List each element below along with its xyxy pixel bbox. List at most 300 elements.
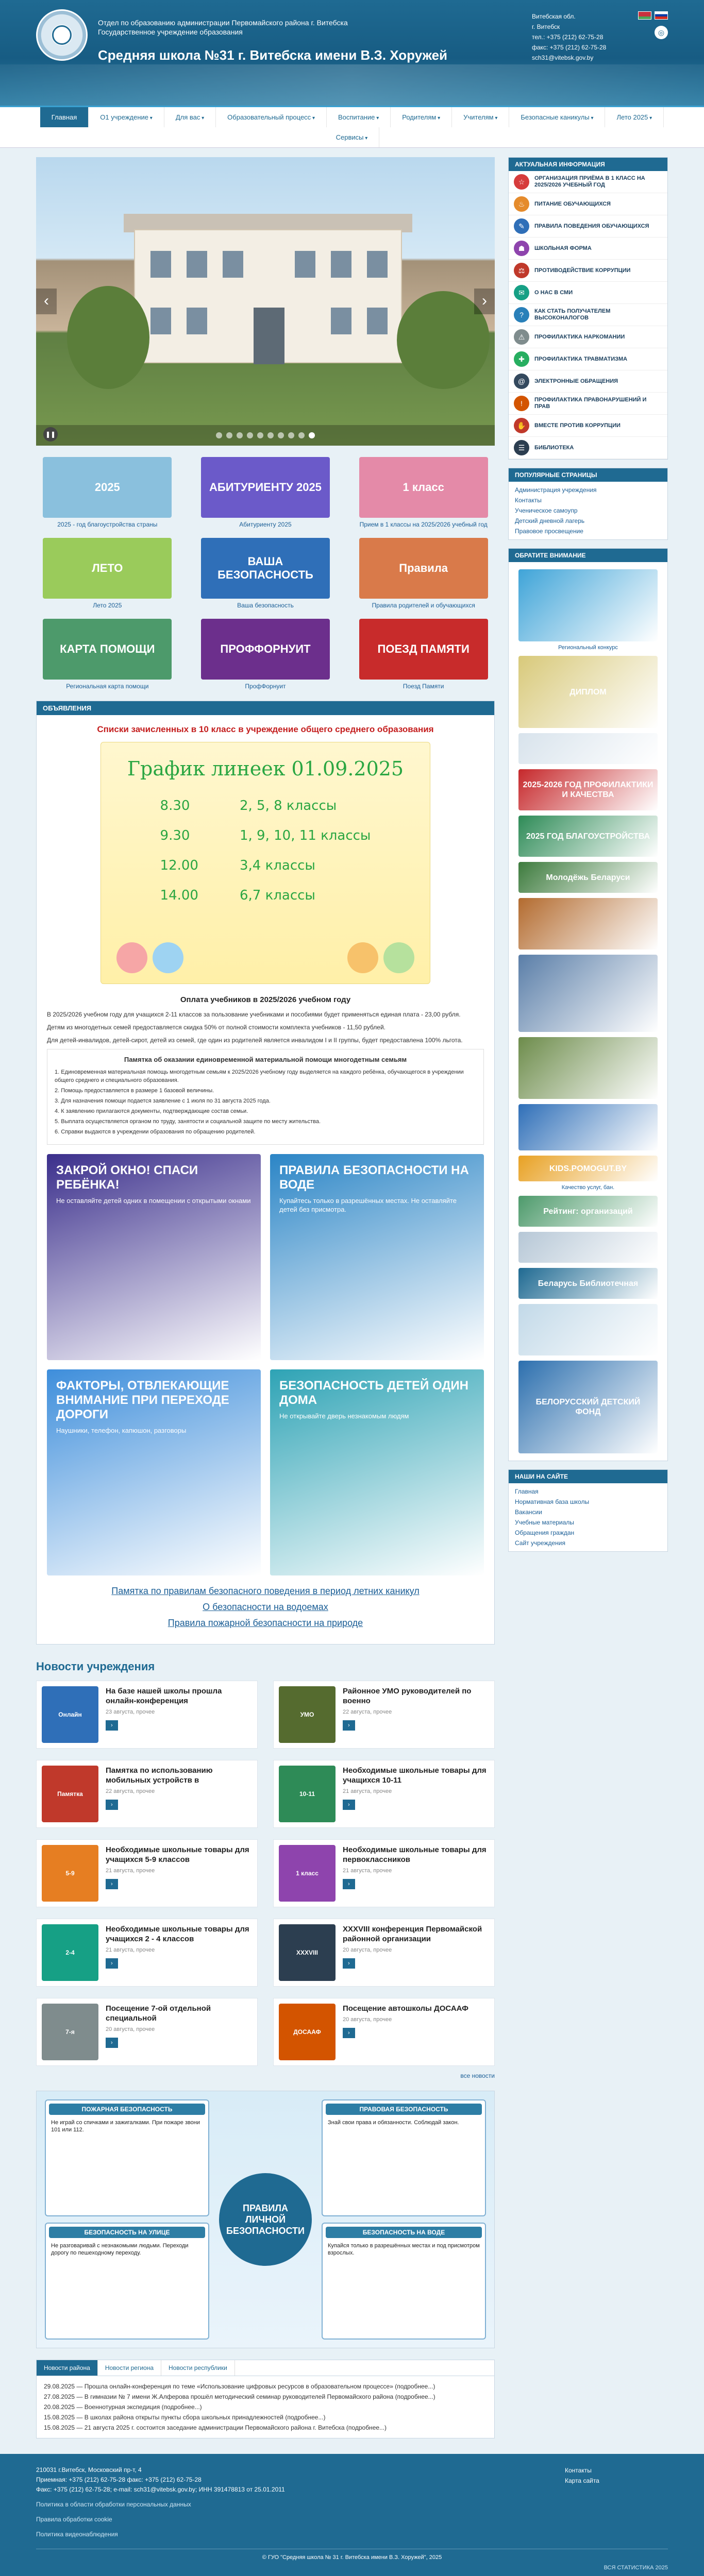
dept-line: Государственное учреждение образования bbox=[98, 28, 243, 36]
fee-paragraph: Для детей-инвалидов, детей-сирот, детей из семей, где один из родителей является инвалидом I и II группы, будет предоставлена 100% льгота. bbox=[47, 1037, 463, 1044]
banner-card[interactable] bbox=[194, 619, 337, 690]
fee-paragraph: Детям из многодетных семей предоставляется скидка 50% от полной стоимости комплекта учебников - 11,50 рублей. bbox=[47, 1024, 385, 1031]
lineup-time: 8.30 bbox=[160, 798, 190, 814]
sidebar-banner[interactable] bbox=[518, 1037, 658, 1099]
safety-box bbox=[45, 2223, 209, 2340]
nav-item[interactable]: Лето 2025 ▾ bbox=[605, 107, 664, 127]
dept-line: Отдел по образованию администрации Первомайского района г. Витебска bbox=[98, 19, 348, 27]
quick-link-icon: ✚ bbox=[514, 351, 529, 367]
quick-link-icon: ☆ bbox=[514, 174, 529, 190]
slider-prev-arrow[interactable]: ‹ bbox=[36, 289, 57, 314]
banner-image-text: ПОЕЗД ПАМЯТИ bbox=[377, 642, 470, 655]
popular-page-link[interactable]: Контакты bbox=[515, 497, 542, 504]
nav-item[interactable]: Учителям ▾ bbox=[452, 107, 509, 127]
news-body bbox=[106, 1686, 252, 1743]
sidebar-banner[interactable] bbox=[518, 1304, 658, 1355]
news-body bbox=[106, 1845, 252, 1902]
banner-label[interactable]: Лето 2025 bbox=[93, 602, 122, 609]
sidebar-banner-caption[interactable]: Качество услуг, бан. bbox=[561, 1184, 615, 1191]
site-links-block bbox=[508, 1469, 668, 1552]
memo-item: 2. Помощь предоставляется в размере 1 базовой величины. bbox=[55, 1088, 214, 1094]
quick-link-label: ПИТАНИЕ ОБУЧАЮЩИХСЯ bbox=[534, 200, 611, 207]
attention-block bbox=[508, 548, 668, 1461]
nav-item[interactable]: Безопасные каникулы ▾ bbox=[509, 107, 605, 127]
safety-box-text: Купайся только в разрешённых местах и под присмотром взрослых. bbox=[328, 2243, 480, 2256]
quick-link[interactable] bbox=[509, 238, 667, 260]
lineup-time: 9.30 bbox=[160, 828, 190, 843]
news-title[interactable]: Необходимые школьные товары для учащихся 5-9 классов bbox=[106, 1845, 249, 1864]
memo-item: 4. К заявлению прилагаются документы, подтверждающие состав семьи. bbox=[55, 1108, 248, 1114]
banner-card[interactable] bbox=[352, 619, 495, 690]
slider-dot[interactable] bbox=[278, 432, 284, 438]
news-thumbnail[interactable]: 1 класс bbox=[279, 1845, 336, 1902]
safety-box bbox=[322, 2099, 486, 2216]
banner-label[interactable]: 2025 - год благоустройства страны bbox=[57, 521, 158, 528]
statistics-counter[interactable]: ВСЯ СТАТИСТИКА 2025 bbox=[604, 2565, 668, 2571]
news-date: 20 августа, прочее bbox=[343, 1947, 392, 1953]
news-list-item[interactable]: 15.08.2025 — 21 августа 2025 г. состоится заседание администрации Первомайского района г. Витебска (подробнее...) bbox=[44, 2424, 387, 2431]
safety-poster[interactable] bbox=[270, 1369, 484, 1575]
news-thumbnail[interactable]: 2-4 bbox=[42, 1924, 98, 1981]
nav-item[interactable]: О1 учреждение ▾ bbox=[89, 107, 164, 127]
pause-icon[interactable]: ❚❚ bbox=[43, 427, 58, 442]
poster-text: Не оставляйте детей одних в помещении с открытыми окнами bbox=[56, 1197, 251, 1205]
fee-title: Оплата учебников в 2025/2026 учебном году bbox=[180, 995, 351, 1004]
slider-dot[interactable] bbox=[237, 432, 243, 438]
quick-link[interactable] bbox=[509, 304, 667, 326]
read-more-button[interactable]: › bbox=[106, 1879, 118, 1889]
poster-text: Не открывайте дверь незнакомым людям bbox=[279, 1412, 409, 1420]
banner-image[interactable] bbox=[43, 619, 172, 680]
fee-paragraph: В 2025/2026 учебном году для учащихся 2-11 классов за пользование учебниками и пособиями будет применяться единая плата - 23,00 рубля. bbox=[47, 1011, 461, 1018]
news-date: 21 августа, прочее bbox=[343, 1788, 392, 1794]
sidebar-banner[interactable]: KIDS.POMOGUT.BY bbox=[518, 1156, 658, 1181]
safety-box-title: БЕЗОПАСНОСТЬ НА ВОДЕ bbox=[326, 2227, 482, 2238]
quick-link[interactable] bbox=[509, 171, 667, 193]
safety-memo-link[interactable]: Правила пожарной безопасности на природе bbox=[167, 1618, 363, 1628]
slider-dot[interactable] bbox=[309, 432, 315, 438]
news-tab[interactable]: Новости республики bbox=[161, 2360, 235, 2376]
sitemap-link[interactable]: Карта сайта bbox=[565, 2477, 599, 2484]
flag-ru-icon[interactable] bbox=[655, 11, 668, 20]
lineup-time: 14.00 bbox=[160, 888, 198, 903]
banner-label[interactable]: Поезд Памяти bbox=[403, 683, 444, 690]
banner-label[interactable]: Ваша безопасность bbox=[237, 602, 294, 609]
quick-link-icon: ✎ bbox=[514, 218, 529, 234]
safety-links bbox=[47, 1586, 484, 1629]
safety-box-title: БЕЗОПАСНОСТЬ НА УЛИЦЕ bbox=[49, 2227, 205, 2238]
cookie-policy-link[interactable]: Правила обработки cookie bbox=[36, 2516, 112, 2523]
all-news-link[interactable]: все новости bbox=[460, 2072, 495, 2079]
sidebar-banner[interactable] bbox=[518, 1104, 658, 1150]
banner-image-text: ВАША БЕЗОПАСНОСТЬ bbox=[217, 555, 313, 581]
sidebar-banner[interactable]: Рейтинг: организаций bbox=[518, 1196, 658, 1227]
news-title[interactable]: XXXVIII конференция Первомайской районной организации bbox=[343, 1925, 482, 1943]
quick-link-icon: ? bbox=[514, 307, 529, 323]
news-card bbox=[273, 1760, 495, 1828]
lineup-classes: 3,4 классы bbox=[239, 858, 315, 873]
popular-page-link[interactable]: Правовое просвещение bbox=[515, 528, 583, 535]
sidebar-banner[interactable]: БЕЛОРУССКИЙ ДЕТСКИЙ ФОНД bbox=[518, 1361, 658, 1453]
address-line: Факс: +375 (212) 62-75-28; e-mail: sch31@vitebsk.gov.by; ИНН 391478813 от 25.01.2011 bbox=[36, 2486, 285, 2493]
quick-link-icon: ☰ bbox=[514, 440, 529, 455]
header-contacts bbox=[532, 11, 635, 63]
banner-image[interactable] bbox=[201, 457, 330, 518]
main-column bbox=[36, 157, 495, 2438]
sidebar-banner[interactable] bbox=[518, 1232, 658, 1263]
memo-item: 5. Выплата осуществляется органом по труду, занятости и социальной защите по месту жительства. bbox=[55, 1118, 321, 1125]
lineup-row bbox=[140, 791, 392, 821]
quick-link[interactable] bbox=[509, 370, 667, 393]
attention-header: ОБРАТИТЕ ВНИМАНИЕ bbox=[509, 549, 667, 562]
nav-item[interactable]: Сервисы ▾ bbox=[325, 127, 380, 147]
lineup-row bbox=[140, 851, 392, 880]
news-card bbox=[273, 1839, 495, 1907]
poster-text: Купайтесь только в разрешённых местах. Не оставляйте детей без присмотра. bbox=[279, 1197, 457, 1213]
banner-label[interactable]: Прием в 1 классы на 2025/2026 учебный год bbox=[359, 521, 488, 528]
banner-image-text: КАРТА ПОМОЩИ bbox=[60, 642, 155, 655]
news-title[interactable]: Необходимые школьные товары для первоклассников bbox=[343, 1845, 487, 1864]
lineup-row bbox=[140, 880, 392, 910]
banner-image-text: 2025 bbox=[94, 481, 120, 494]
read-more-button[interactable]: › bbox=[106, 1958, 118, 1969]
quick-link-icon: ! bbox=[514, 396, 529, 411]
quick-link-label: ПРАВИЛА ПОВЕДЕНИЯ ОБУЧАЮЩИХСЯ bbox=[534, 223, 649, 229]
banner-card[interactable] bbox=[36, 619, 179, 690]
slider-dot[interactable] bbox=[247, 432, 253, 438]
lineup-schedule-poster bbox=[100, 742, 430, 984]
read-more-button[interactable]: › bbox=[106, 2038, 118, 2048]
sidebar-banner[interactable]: ДИПЛОМ bbox=[518, 656, 658, 728]
safety-box-title: ПОЖАРНАЯ БЕЗОПАСНОСТЬ bbox=[49, 2104, 205, 2115]
safety-box-title: ПРАВОВАЯ БЕЗОПАСНОСТЬ bbox=[326, 2104, 482, 2115]
banner-image-text: 1 класс bbox=[403, 481, 444, 494]
quick-link-label: ОРГАНИЗАЦИЯ ПРИЁМА В 1 КЛАСС НА 2025/2026 УЧЕБНЫЙ ГОД bbox=[534, 175, 645, 188]
news-title[interactable]: Необходимые школьные товары для учащихся 10-11 bbox=[343, 1766, 487, 1785]
quick-link[interactable] bbox=[509, 348, 667, 370]
address-line: Приемная: +375 (212) 62-75-28 факс: +375 (212) 62-75-28 bbox=[36, 2476, 202, 2483]
news-date: 21 августа, прочее bbox=[106, 1947, 155, 1953]
sidebar-banner[interactable] bbox=[518, 955, 658, 1032]
news-thumbnail[interactable]: ДОСААФ bbox=[279, 2004, 336, 2060]
quick-link[interactable] bbox=[509, 282, 667, 304]
regional-news-tabs bbox=[36, 2360, 495, 2438]
news-body bbox=[343, 1845, 489, 1902]
flag-by-icon[interactable] bbox=[638, 11, 651, 20]
news-list-item[interactable]: 15.08.2025 — В школах района открыты пункты сбора школьных принадлежностей (подробнее...) bbox=[44, 2414, 326, 2421]
news-thumbnail[interactable]: УМО bbox=[279, 1686, 336, 1743]
news-title[interactable]: На базе нашей школы прошла онлайн-конференция bbox=[106, 1687, 222, 1705]
popular-pages-header: ПОПУЛЯРНЫЕ СТРАНИЦЫ bbox=[509, 468, 667, 482]
quick-link-icon: ⚠ bbox=[514, 329, 529, 345]
quick-link[interactable] bbox=[509, 215, 667, 238]
admission-lists-link[interactable]: Списки зачисленных в 10 класс в учреждение общего среднего образования bbox=[97, 724, 434, 734]
news-body bbox=[106, 1924, 252, 1981]
lineup-time: 12.00 bbox=[160, 858, 198, 873]
news-body bbox=[343, 1924, 489, 1981]
safety-box-text: Знай свои права и обязанности. Соблюдай закон. bbox=[328, 2120, 459, 2126]
popular-page-link[interactable]: Ученическое самоупр bbox=[515, 507, 578, 514]
news-date: 20 августа, прочее bbox=[106, 2026, 155, 2032]
news-title: Новости учреждения bbox=[36, 1660, 155, 1673]
quick-link[interactable] bbox=[509, 193, 667, 215]
news-body bbox=[343, 1686, 489, 1743]
quick-link-icon: ✉ bbox=[514, 285, 529, 300]
footer-contacts-link[interactable]: Контакты bbox=[565, 2467, 592, 2474]
popular-page-link[interactable]: Детский дневной лагерь bbox=[515, 517, 585, 524]
site-link[interactable]: Нормативная база школы bbox=[515, 1498, 590, 1505]
news-title[interactable]: Районное УМО руководителей по военно bbox=[343, 1687, 472, 1705]
lineup-classes: 6,7 классы bbox=[239, 888, 315, 903]
quick-link-icon: ♨ bbox=[514, 196, 529, 212]
read-more-button[interactable]: › bbox=[343, 2028, 355, 2038]
site-link[interactable]: Учебные материалы bbox=[515, 1519, 574, 1526]
slider-next-arrow[interactable]: › bbox=[474, 289, 495, 314]
banner-label[interactable]: ПрофФорнуит bbox=[245, 683, 286, 690]
announcements-header: ОБЪЯВЛЕНИЯ bbox=[37, 701, 494, 715]
photo-slider[interactable] bbox=[36, 157, 495, 446]
sidebar bbox=[508, 157, 668, 2438]
privacy-policy-link[interactable]: Политика в области обработки персональных данных bbox=[36, 2501, 191, 2508]
news-thumbnail[interactable]: XXXVIII bbox=[279, 1924, 336, 1981]
main-navigation bbox=[0, 106, 704, 148]
news-title[interactable]: Необходимые школьные товары для учащихся 2 - 4 классов bbox=[106, 1925, 249, 1943]
news-date: 21 августа, прочее bbox=[343, 1868, 392, 1874]
read-more-button[interactable]: › bbox=[343, 1800, 355, 1810]
contact-line: тел.: +375 (212) 62-75-28 bbox=[532, 33, 604, 41]
footer-links bbox=[565, 2465, 668, 2539]
poster-row bbox=[47, 1154, 484, 1360]
lineup-classes: 2, 5, 8 классы bbox=[239, 798, 337, 814]
banner-card[interactable] bbox=[352, 538, 495, 609]
quick-link[interactable] bbox=[509, 415, 667, 437]
site-footer bbox=[0, 2454, 704, 2576]
news-list-item[interactable]: 20.08.2025 — Военнотурная экспедиция (подробнее...) bbox=[44, 2403, 202, 2411]
sidebar-banner[interactable]: 2025 ГОД БЛАГОУСТРОЙСТВА bbox=[518, 816, 658, 857]
quick-link[interactable] bbox=[509, 260, 667, 282]
popular-pages-block bbox=[508, 468, 668, 540]
nav-item[interactable]: Воспитание ▾ bbox=[327, 107, 391, 127]
news-card bbox=[273, 1681, 495, 1749]
quick-link-label: КАК СТАТЬ ПОЛУЧАТЕЛЕМ ВЫСОКОНАЛОГОВ bbox=[534, 308, 611, 321]
contact-line: г. Витебск bbox=[532, 23, 560, 30]
news-body bbox=[106, 1766, 252, 1822]
nav-item[interactable]: Образовательный процесс ▾ bbox=[216, 107, 327, 127]
read-more-button[interactable]: › bbox=[106, 1720, 118, 1731]
banner-card[interactable] bbox=[194, 457, 337, 529]
news-thumbnail[interactable]: Памятка bbox=[42, 1766, 98, 1822]
poster-title: ФАКТОРЫ, ОТВЛЕКАЮЩИЕ ВНИМАНИЕ ПРИ ПЕРЕХОДЕ ДОРОГИ bbox=[56, 1379, 229, 1421]
news-list-item[interactable]: 29.08.2025 — Прошла онлайн-конференция по теме «Использование цифровых ресурсов в образовательном процессе» (подробнее...) bbox=[44, 2383, 435, 2390]
poster-title: БЕЗОПАСНОСТЬ ДЕТЕЙ ОДИН ДОМА bbox=[279, 1379, 468, 1407]
sidebar-banner[interactable] bbox=[518, 898, 658, 950]
slider-dots bbox=[36, 432, 495, 438]
nav-item[interactable]: Родителям ▾ bbox=[391, 107, 452, 127]
news-card bbox=[36, 1681, 258, 1749]
banner-grid bbox=[36, 457, 495, 690]
copyright: © ГУО "Средняя школа № 31 г. Витебска имени В.З. Хоружей", 2025 bbox=[36, 2549, 668, 2561]
safety-box bbox=[322, 2223, 486, 2340]
memo-item: 1. Единовременная материальная помощь многодетным семьям к 2025/2026 учебному году выделяется на каждого ребёнка, обучающегося в учреждении общего среднего и специального образования. bbox=[55, 1069, 464, 1083]
news-body bbox=[343, 1766, 489, 1822]
announcements bbox=[36, 701, 495, 1645]
lineup-classes: 1, 9, 10, 11 классы bbox=[239, 828, 371, 843]
lineup-table bbox=[140, 791, 392, 910]
contact-line: факс: +375 (212) 62-75-28 bbox=[532, 44, 607, 51]
quick-link-label: О НАС В СМИ bbox=[534, 289, 573, 296]
sidebar-banner[interactable]: Беларусь Библиотечная bbox=[518, 1268, 658, 1299]
safety-poster[interactable] bbox=[47, 1369, 261, 1575]
quick-link-label: ПРОФИЛАКТИКА ПРАВОНАРУШЕНИЙ И ПРАВ bbox=[534, 397, 647, 410]
sidebar-banner-caption[interactable]: Региональный конкурс bbox=[558, 645, 618, 651]
sidebar-banner[interactable] bbox=[518, 733, 658, 764]
safety-center-title: ПРАВИЛА ЛИЧНОЙ БЕЗОПАСНОСТИ bbox=[219, 2173, 312, 2266]
sidebar-banner[interactable]: Молодёжь Беларуси bbox=[518, 862, 658, 893]
safety-poster[interactable] bbox=[47, 1154, 261, 1360]
lineup-row bbox=[140, 821, 392, 851]
news-card bbox=[273, 1919, 495, 1987]
banner-image[interactable] bbox=[359, 457, 488, 518]
banner-image[interactable] bbox=[201, 619, 330, 680]
glasses-icon[interactable]: ◎ bbox=[655, 26, 668, 39]
personal-safety-poster bbox=[36, 2091, 495, 2348]
banner-image[interactable] bbox=[201, 538, 330, 599]
actual-info-header: АКТУАЛЬНАЯ ИНФОРМАЦИЯ bbox=[509, 158, 667, 171]
news-thumbnail[interactable]: Онлайн bbox=[42, 1686, 98, 1743]
quick-link-icon: ☗ bbox=[514, 241, 529, 256]
poster-title: ЗАКРОЙ ОКНО! СПАСИ РЕБЁНКА! bbox=[56, 1163, 198, 1192]
site-link[interactable]: Обращения граждан bbox=[515, 1529, 575, 1536]
video-policy-link[interactable]: Политика видеонаблюдения bbox=[36, 2531, 118, 2538]
news-card bbox=[36, 1919, 258, 1987]
school-department bbox=[98, 18, 366, 37]
slider-dot[interactable] bbox=[226, 432, 232, 438]
slider-dot[interactable] bbox=[267, 432, 274, 438]
news-date: 22 августа, прочее bbox=[106, 1788, 155, 1794]
banner-label[interactable]: Региональная карта помощи bbox=[66, 683, 149, 690]
safety-poster[interactable] bbox=[270, 1154, 484, 1360]
read-more-button[interactable]: › bbox=[343, 1720, 355, 1731]
site-links-header: НАШИ НА САЙТЕ bbox=[509, 1470, 667, 1483]
banner-image[interactable] bbox=[359, 619, 488, 680]
banner-label[interactable]: Правила родителей и обучающихся bbox=[372, 602, 475, 609]
safety-box-text: Не играй со спичками и зажигалками. При пожаре звони 101 или 112. bbox=[51, 2120, 200, 2133]
quick-link-label: ПРОФИЛАКТИКА ТРАВМАТИЗМА bbox=[534, 355, 628, 362]
quick-link[interactable] bbox=[509, 437, 667, 459]
banner-label[interactable]: Абитуриенту 2025 bbox=[239, 521, 292, 528]
slider-dot[interactable] bbox=[298, 432, 305, 438]
banner-card[interactable] bbox=[352, 457, 495, 529]
news-thumbnail[interactable]: 7-я bbox=[42, 2004, 98, 2060]
banner-image[interactable] bbox=[359, 538, 488, 599]
news-title[interactable]: Посещение автошколы ДОСААФ bbox=[343, 2004, 468, 2013]
slider-dot[interactable] bbox=[288, 432, 294, 438]
news-card bbox=[36, 1998, 258, 2066]
quick-link[interactable] bbox=[509, 393, 667, 415]
memo-title: Памятка об оказании единовременной материальной помощи многодетным семьям bbox=[124, 1056, 407, 1063]
quick-link[interactable] bbox=[509, 326, 667, 348]
quick-link-icon: ✋ bbox=[514, 418, 529, 433]
read-more-button[interactable]: › bbox=[343, 1958, 355, 1969]
nav-item[interactable]: Для вас ▾ bbox=[164, 107, 216, 127]
read-more-button[interactable]: › bbox=[343, 1879, 355, 1889]
news-date: 23 августа, прочее bbox=[106, 1709, 155, 1715]
news-card bbox=[273, 1998, 495, 2066]
news-list-item[interactable]: 27.08.2025 — В гимназии № 7 имени Ж.Алферова прошёл методический семинар руководителей Первомайского района (подробнее...) bbox=[44, 2393, 435, 2400]
news-date: 21 августа, прочее bbox=[106, 1868, 155, 1874]
news-thumbnail[interactable]: 10-11 bbox=[279, 1766, 336, 1822]
memo-item: 3. Для назначения помощи подается заявление с 1 июля по 31 августа 2025 года. bbox=[55, 1098, 271, 1104]
news-title[interactable]: Посещение 7-ой отдельной специальной bbox=[106, 2004, 211, 2023]
quick-link-label: ЭЛЕКТРОННЫЕ ОБРАЩЕНИЯ bbox=[534, 378, 618, 384]
quick-link-label: ШКОЛЬНАЯ ФОРМА bbox=[534, 245, 592, 251]
banner-card[interactable] bbox=[36, 538, 179, 609]
actual-info-block bbox=[508, 157, 668, 460]
site-link[interactable]: Сайт учреждения bbox=[515, 1539, 566, 1547]
safety-memo-link[interactable]: О безопасности на водоемах bbox=[203, 1602, 328, 1612]
banner-image-text: ЛЕТО bbox=[92, 562, 123, 574]
banner-image-text: ПРОФФОРНУИТ bbox=[220, 642, 311, 655]
address-line: 210031 г.Витебск, Московский пр-т, 4 bbox=[36, 2466, 142, 2473]
news-body bbox=[106, 2004, 252, 2060]
poster-row bbox=[47, 1369, 484, 1575]
safety-box-text: Не разговаривай с незнакомыми людьми. Переходи дорогу по пешеходному переходу. bbox=[51, 2243, 189, 2256]
safety-memo-link[interactable]: Памятка по правилам безопасного поведения в период летних каникул bbox=[111, 1586, 420, 1596]
school-building-photo bbox=[134, 229, 402, 363]
site-header bbox=[0, 0, 704, 106]
contact-line: Витебская обл. bbox=[532, 13, 576, 20]
quick-link-label: ВМЕСТЕ ПРОТИВ КОРРУПЦИИ bbox=[534, 422, 621, 429]
school-name[interactable]: Средняя школа №31 г. Витебска имени В.З. Хоружей bbox=[98, 47, 448, 63]
school-logo[interactable] bbox=[36, 9, 88, 61]
language-switcher bbox=[638, 11, 668, 20]
quick-link-label: БИБЛИОТЕКА bbox=[534, 444, 574, 451]
footer-address bbox=[36, 2465, 366, 2539]
nav-item[interactable]: Главная bbox=[40, 107, 89, 127]
banner-image[interactable] bbox=[43, 538, 172, 599]
banner-card[interactable] bbox=[194, 538, 337, 609]
poster-title: ПРАВИЛА БЕЗОПАСНОСТИ НА ВОДЕ bbox=[279, 1163, 469, 1192]
safety-box bbox=[45, 2099, 209, 2216]
site-link[interactable]: Главная bbox=[515, 1488, 539, 1495]
sidebar-banner[interactable]: 2025-2026 ГОД ПРОФИЛАКТИКИ И КАЧЕСТВА bbox=[518, 769, 658, 810]
memo-item: 6. Справки выдаются в учреждении образования по обращению родителей. bbox=[55, 1129, 256, 1135]
site-link[interactable]: Вакансии bbox=[515, 1509, 542, 1516]
contact-email[interactable]: sch31@vitebsk.gov.by bbox=[532, 54, 594, 61]
banner-card[interactable] bbox=[36, 457, 179, 529]
banner-image-text: Правила bbox=[399, 562, 448, 574]
aid-memo bbox=[47, 1049, 484, 1145]
news-title[interactable]: Памятка по использованию мобильных устройств в bbox=[106, 1766, 213, 1785]
news-card bbox=[36, 1839, 258, 1907]
news-tab[interactable]: Новости района bbox=[37, 2360, 98, 2376]
slider-dot[interactable] bbox=[216, 432, 222, 438]
news-tab[interactable]: Новости региона bbox=[98, 2360, 161, 2376]
news-card bbox=[36, 1760, 258, 1828]
banner-image[interactable] bbox=[43, 457, 172, 518]
quick-link-label: ПРОТИВОДЕЙСТВИЕ КОРРУПЦИИ bbox=[534, 267, 631, 274]
quick-link-label: ПРОФИЛАКТИКА НАРКОМАНИИ bbox=[534, 333, 625, 340]
popular-page-link[interactable]: Администрация учреждения bbox=[515, 486, 597, 494]
news-body bbox=[343, 2004, 468, 2060]
slider-dot[interactable] bbox=[257, 432, 263, 438]
news-grid bbox=[36, 1681, 495, 2066]
lineup-title: График линеек 01.09.2025 bbox=[127, 757, 404, 780]
read-more-button[interactable]: › bbox=[106, 1800, 118, 1810]
news-thumbnail[interactable]: 5-9 bbox=[42, 1845, 98, 1902]
news-date: 22 августа, прочее bbox=[343, 1709, 392, 1715]
sidebar-banner[interactable] bbox=[518, 569, 658, 641]
